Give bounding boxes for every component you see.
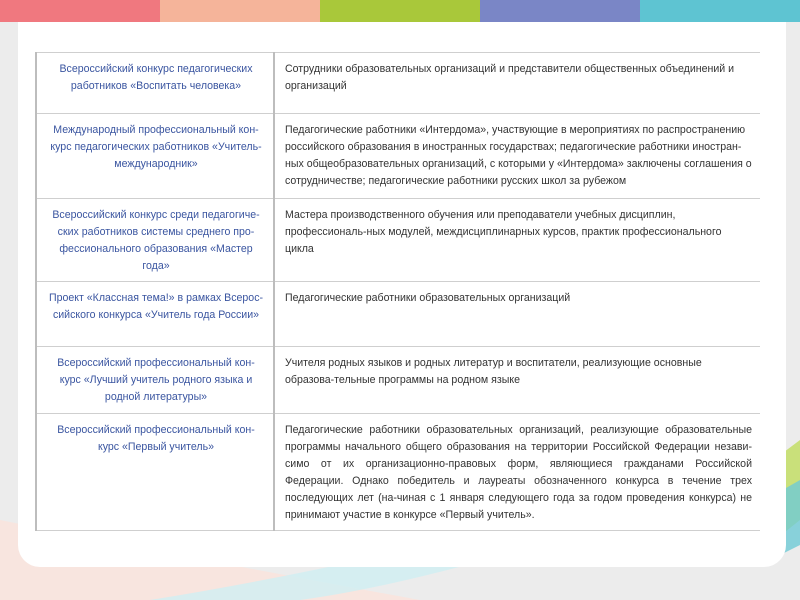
competition-name: Всероссийский конкурс среди педагогиче-ских работников системы среднего про-фессионального образования «Мастер года»	[36, 199, 274, 282]
table-row	[36, 199, 760, 282]
competition-name: Всероссийский профессиональный кон-курс «Лучший учитель родного языка и родной литературы»	[36, 347, 274, 414]
competition-name: Всероссийский профессиональный кон-курс «Первый учитель»	[36, 414, 274, 531]
table-row	[36, 114, 760, 199]
table-row	[36, 282, 760, 347]
participants-description: Учителя родных языков и родных литератур и воспитатели, реализующие основные образова-тельные программы на родном языке	[285, 357, 702, 386]
table-row	[36, 414, 760, 531]
participants-description: Педагогические работники образовательных организаций	[285, 292, 571, 304]
competitions-table	[35, 52, 760, 531]
participants-description: Сотрудники образовательных организаций и представители общественных объединений и организаций	[285, 63, 735, 92]
table-row	[36, 53, 760, 114]
participants-description: Педагогические работники образовательных организаций, реализующие образовательные программы начального общего образования на территории Российской Федерации незави-симо от их организационно-правовых форм, являющиеся гражданами Российской Федерации. Однако победитель и лауреаты обозначенного конкурса в течение трех последующих лет (на-чиная с 1 января следующего года за годом проведения конкурса) не принимают участие в конкурсе «Первый учитель».	[285, 424, 752, 521]
participants-description: Педагогические работники «Интердома», участвующие в мероприятиях по распространению российского образования в иностранных государствах; педагогические работники иностран-ных общеобразовательных организаций, с которыми у «Интердома» заключены соглашения о сотрудничестве; педагогические работники русских школ за рубежом	[285, 124, 752, 187]
competition-name: Проект «Классная тема!» в рамках Всерос-сийского конкурса «Учитель года России»	[36, 282, 274, 347]
participants-description: Мастера производственного обучения или преподаватели учебных дисциплин, профессиональ-ных модулей, междисциплинарных курсов, практик профессионального цикла	[285, 209, 722, 255]
competition-name: Международный профессиональный кон-курс педагогических работников «Учитель-международник»	[36, 114, 274, 199]
table-row	[36, 347, 760, 414]
competition-name: Всероссийский конкурс педагогических работников «Воспитать человека»	[36, 53, 274, 114]
